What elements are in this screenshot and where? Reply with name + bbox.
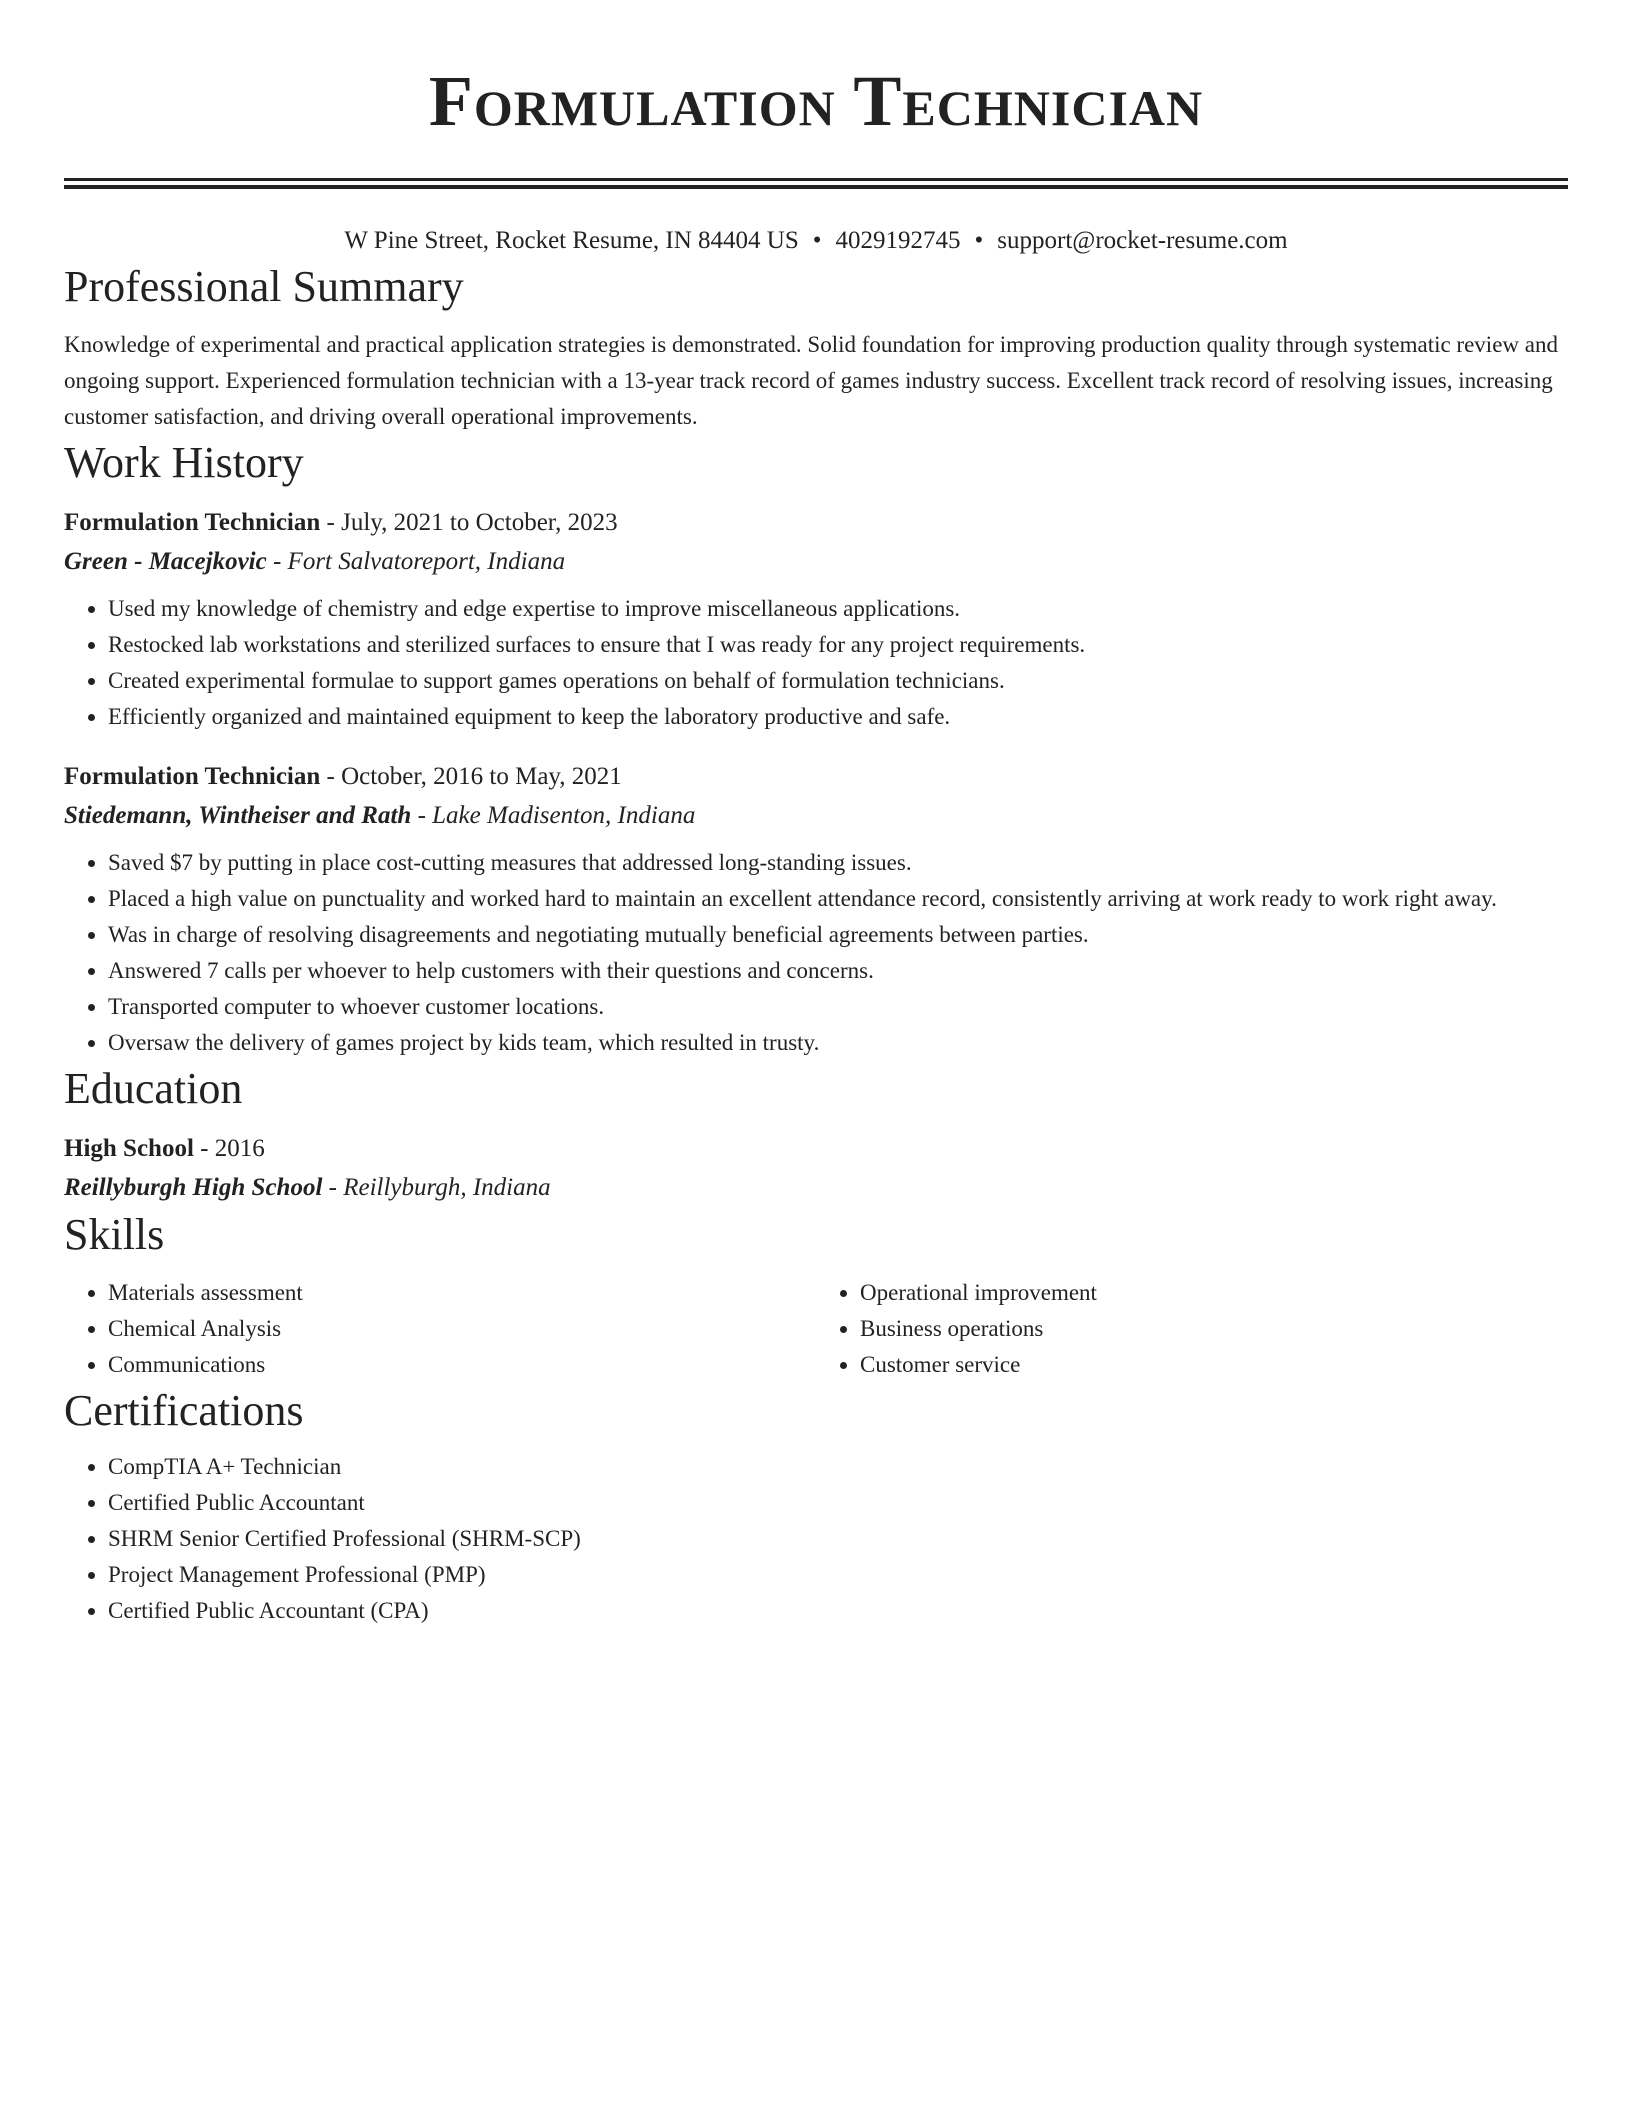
education-school: Reillyburgh High School: [64, 1174, 323, 1201]
resume-name: Formulation Technician: [428, 61, 1204, 141]
education-degree-line: [64, 1129, 1568, 1168]
job-entry: [64, 757, 1568, 1061]
job-title-line: [64, 503, 1568, 542]
job-bullet: • Answered 7 calls per whoever to help customers with their questions and concerns.: [108, 953, 1568, 989]
certifications-list: [64, 1449, 1568, 1629]
skill-item: • Communications: [108, 1347, 816, 1383]
job-location: - Fort Salvatoreport, Indiana: [266, 548, 566, 575]
skill-item: • Chemical Analysis: [108, 1311, 816, 1347]
skills-column-right: [816, 1275, 1568, 1383]
certification-item: • Certified Public Accountant (CPA): [108, 1593, 1568, 1629]
job-bullet: • Placed a high value on punctuality and worked hard to maintain an excellent attendance record, consistently arriving at work ready to work right away.: [108, 881, 1568, 917]
header-double-rule: [64, 178, 1568, 189]
education-degree: High School: [64, 1135, 194, 1162]
contact-separator: •: [974, 227, 984, 254]
job-title-line: [64, 757, 1568, 796]
job-location: - Lake Madisenton, Indiana: [411, 802, 696, 829]
section-heading-work-history: Work History: [64, 438, 304, 487]
summary-text: Knowledge of experimental and practical application strategies is demonstrated. Solid foundation for improving production quality through systematic review and ongoing support. Experienced formulation technician with a 13-year track record of games industry success. Excellent track record of resolving issues, increasing customer satisfaction, and driving overall operational improvements.: [64, 332, 1558, 429]
job-bullet: • Was in charge of resolving disagreements and negotiating mutually beneficial agreements between parties.: [108, 917, 1568, 953]
certification-item: • SHRM Senior Certified Professional (SHRM-SCP): [108, 1521, 1568, 1557]
section-heading-summary: Professional Summary: [64, 262, 464, 311]
job-bullet: • Restocked lab workstations and sterilized surfaces to ensure that I was ready for any project requirements.: [108, 627, 1568, 663]
job-title: Formulation Technician: [64, 509, 321, 536]
skills-columns: [64, 1275, 1568, 1383]
job-bullet: • Transported computer to whoever customer locations.: [108, 989, 1568, 1025]
education-school-line: [64, 1168, 1568, 1207]
job-bullet: • Used my knowledge of chemistry and edge expertise to improve miscellaneous applications.: [108, 591, 1568, 627]
job-bullet: • Oversaw the delivery of games project by kids team, which resulted in trusty.: [108, 1025, 1568, 1061]
job-company: Green - Macejkovic: [64, 548, 267, 575]
contact-email: support@rocket-resume.com: [997, 227, 1288, 254]
skill-item: • Business operations: [860, 1311, 1568, 1347]
certification-item: • Certified Public Accountant: [108, 1485, 1568, 1521]
certification-item: • CompTIA A+ Technician: [108, 1449, 1568, 1485]
job-company-line: [64, 542, 1568, 581]
job-bullets: [64, 845, 1568, 1061]
job-company: Stiedemann, Wintheiser and Rath: [64, 802, 412, 829]
contact-phone: 4029192745: [835, 227, 961, 254]
job-dates: - October, 2016 to May, 2021: [320, 763, 622, 790]
education-year: - 2016: [193, 1135, 265, 1162]
contact-line: [64, 223, 1568, 259]
contact-separator: •: [812, 227, 822, 254]
certification-item: • Project Management Professional (PMP): [108, 1557, 1568, 1593]
education-entry: [64, 1129, 1568, 1207]
skill-item: • Operational improvement: [860, 1275, 1568, 1311]
section-heading-education: Education: [64, 1064, 243, 1113]
job-dates: - July, 2021 to October, 2023: [320, 509, 618, 536]
section-heading-certifications: Certifications: [64, 1386, 304, 1435]
section-heading-skills: Skills: [64, 1210, 165, 1259]
contact-address: W Pine Street, Rocket Resume, IN 84404 US: [344, 227, 799, 254]
job-bullet: • Created experimental formulae to support games operations on behalf of formulation technicians.: [108, 663, 1568, 699]
job-title: Formulation Technician: [64, 763, 321, 790]
job-bullets: [64, 591, 1568, 735]
skill-item: • Materials assessment: [108, 1275, 816, 1311]
skills-column-left: [64, 1275, 816, 1383]
job-bullet: • Efficiently organized and maintained equipment to keep the laboratory productive and safe.: [108, 699, 1568, 735]
job-company-line: [64, 796, 1568, 835]
skill-item: • Customer service: [860, 1347, 1568, 1383]
education-location: - Reillyburgh, Indiana: [322, 1174, 551, 1201]
job-entry: [64, 503, 1568, 735]
job-bullet: • Saved $7 by putting in place cost-cutting measures that addressed long-standing issues.: [108, 845, 1568, 881]
